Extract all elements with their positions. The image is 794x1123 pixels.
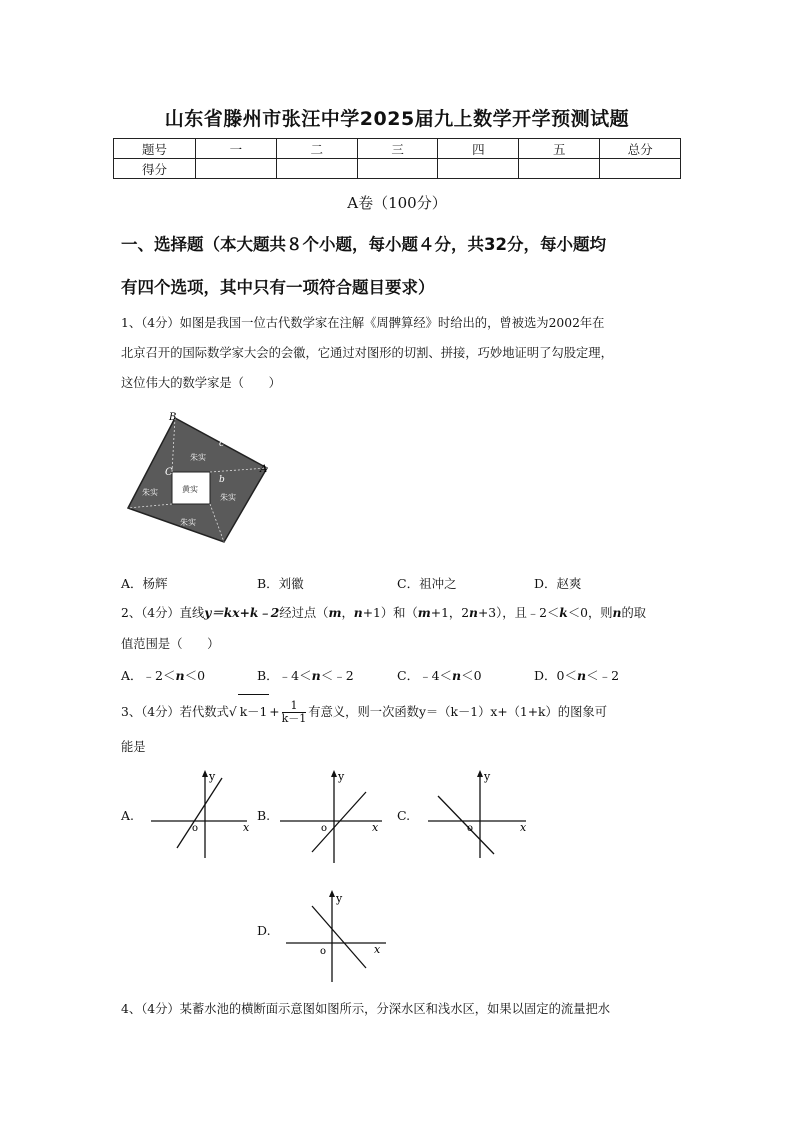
section-a-title: A卷（100分）	[347, 194, 447, 212]
q3-option-a-label[interactable]: A.	[121, 808, 135, 823]
q1-option-b[interactable]: B．刘徽	[257, 576, 304, 591]
q2-option-c[interactable]: C．﹣4＜n＜0	[397, 668, 482, 683]
score-cell	[438, 159, 519, 179]
q1-label-a: A	[260, 464, 268, 475]
score-table-score-row	[114, 159, 681, 179]
q1-text-line1: 1、（4分）如图是我国一位古代数学家在注解《周髀算经》时给出的，曾被选为2002年在	[121, 316, 605, 330]
score-table	[113, 138, 681, 179]
q3-option-b-label[interactable]: B.	[257, 808, 271, 823]
score-header-cell: 四	[438, 139, 519, 159]
q3-fraction: $\frac{1}{k-1}$	[281, 699, 307, 725]
score-cell	[357, 159, 438, 179]
svg-text:x: x	[520, 821, 527, 834]
q3-text-line1: 3、（4分）若代数式√ k－1 + $\frac{1}{k-1}$ 有意义，则一次函数y＝（k－1）x+（1+k）的图象可	[121, 694, 681, 729]
q1-option-a[interactable]: A．杨辉	[121, 576, 168, 591]
svg-text:y: y	[484, 770, 491, 783]
q3-graph-c[interactable]	[424, 768, 534, 860]
q1-option-d[interactable]: D．赵爽	[534, 576, 582, 591]
q3-graph-b[interactable]	[276, 768, 386, 868]
svg-text:x: x	[372, 821, 379, 834]
score-cell	[196, 159, 277, 179]
score-row-label: 得分	[114, 159, 196, 179]
q3-radical: k－1	[238, 694, 270, 729]
exam-title: 山东省滕州市张汪中学2025届九上数学开学预测试题	[164, 108, 630, 130]
q1-region-red-2: 朱实	[220, 493, 236, 502]
score-cell	[276, 159, 357, 179]
q2-option-d[interactable]: D．0＜n＜﹣2	[534, 668, 620, 683]
score-header-cell: 五	[519, 139, 600, 159]
q1-label-b-lower: b	[219, 475, 225, 485]
score-header-cell: 三	[357, 139, 438, 159]
score-cell	[519, 159, 600, 179]
q4-text-line1: 4、（4分）某蓄水池的横断面示意图如图所示，分深水区和浅水区，如果以固定的流量把水	[121, 1002, 611, 1016]
q1-text-line2: 北京召开的国际数学家大会的会徽，它通过对图形的切割、拼接，巧妙地证明了勾股定理，	[121, 346, 613, 360]
q2-equation: y＝kx+k﹣2	[204, 605, 280, 620]
svg-text:o: o	[467, 823, 474, 834]
score-header-cell: 二	[276, 139, 357, 159]
score-header-cell: 总分	[600, 139, 681, 159]
svg-text:y: y	[209, 770, 216, 783]
q1-label-c-upper: C	[165, 467, 173, 478]
score-header-cell: 题号	[114, 139, 196, 159]
q3-graph-a[interactable]	[147, 768, 257, 860]
q1-text-line3: 这位伟大的数学家是（ ）	[121, 376, 281, 390]
q1-label-b: B	[169, 412, 177, 423]
q2-text-line2: 值范围是（ ）	[121, 637, 220, 651]
q3-function: y＝（k－1）x+（1+k）	[418, 705, 558, 719]
q1-option-c[interactable]: C．祖冲之	[397, 576, 457, 591]
q3-option-c-label[interactable]: C.	[397, 808, 411, 823]
part1-heading-line2: 有四个选项，其中只有一项符合题目要求）	[121, 278, 435, 297]
q1-region-yellow: 黄实	[182, 485, 198, 494]
q1-zhao-shuang-figure	[120, 410, 280, 550]
q2-option-b[interactable]: B．﹣4＜n＜﹣2	[257, 668, 354, 683]
q1-label-c-lower: c	[219, 439, 225, 449]
part1-heading-line1: 一、选择题（本大题共８个小题，每小题４分，共32分，每小题均	[121, 235, 606, 254]
score-cell	[600, 159, 681, 179]
svg-text:x: x	[243, 821, 250, 834]
svg-text:o: o	[192, 823, 199, 834]
q1-region-red-3: 朱实	[180, 518, 196, 527]
q1-region-red-1: 朱实	[190, 453, 206, 462]
svg-text:x: x	[374, 943, 381, 956]
score-header-cell: 一	[196, 139, 277, 159]
q2-text-line1: 2、（4分）直线y＝kx+k﹣2经过点（m，n+1）和（m+1，2n+3），且﹣2＜k＜0，则n的取	[121, 605, 647, 620]
q3-option-d-label[interactable]: D.	[257, 923, 271, 938]
q3-text-line2: 能是	[121, 740, 146, 754]
q2-option-a[interactable]: A．﹣2＜n＜0	[121, 668, 206, 683]
q3-graph-d[interactable]	[282, 888, 392, 984]
svg-text:o: o	[320, 946, 327, 957]
q1-region-red-4: 朱实	[142, 488, 158, 497]
svg-text:o: o	[321, 823, 328, 834]
score-table-header-row	[114, 139, 681, 159]
svg-text:y: y	[336, 892, 343, 905]
svg-text:y: y	[338, 770, 345, 783]
